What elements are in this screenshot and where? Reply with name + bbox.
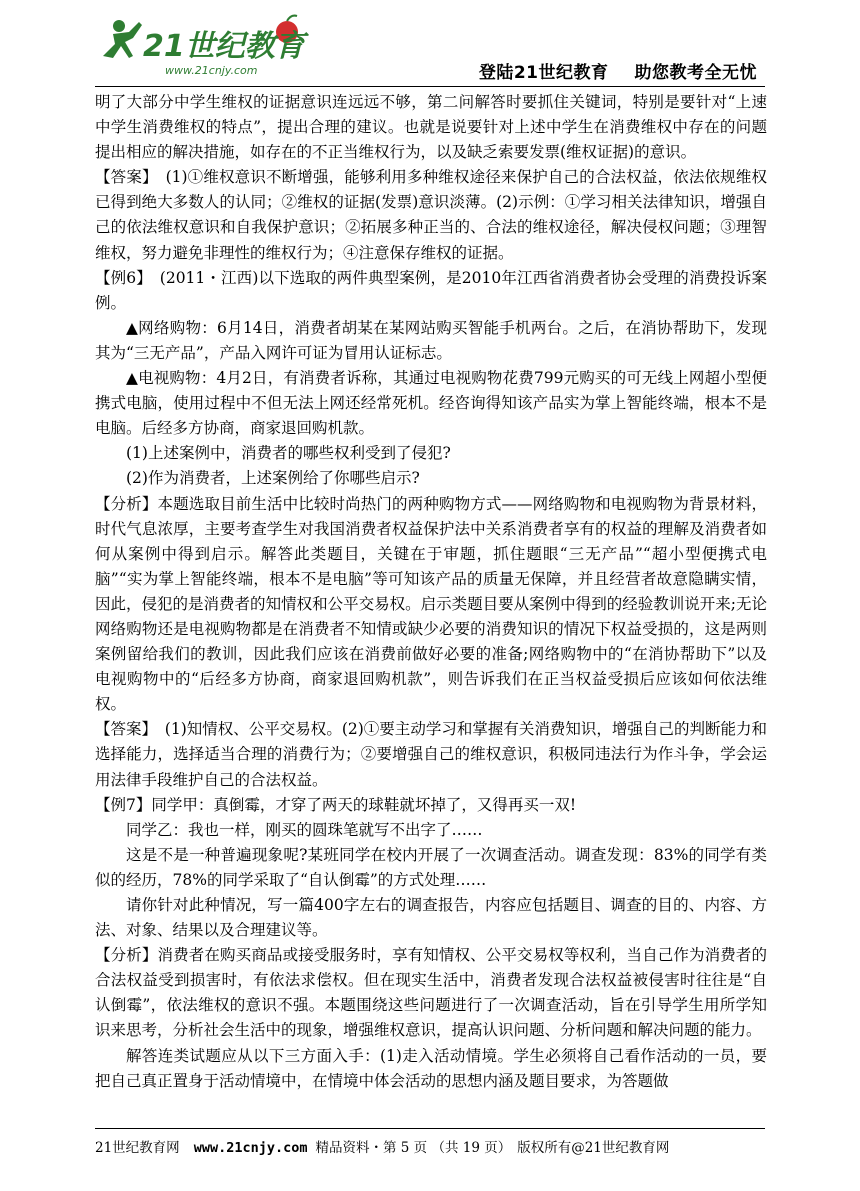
runner-icon	[103, 20, 142, 58]
paragraph: 【分析】消费者在购买商品或接受服务时，享有知情权、公平交易权等权利，当自己作为消费者的合法权益受到损害时，有依法求偿权。但在现实生活中，消费者发现合法权益被侵害时往往是“自认倒霉”，依法维权的意识不强。本题围绕这些问题进行了一次调查活动，旨在引导学生用所学知识来思考，分析社会生活中的现象，增强维权意识，提高认识问题、分析问题和解决问题的能力。	[95, 946, 767, 1040]
paragraph: 这是不是一种普遍现象呢?某班同学在校内开展了一次调查活动。调查发现：83%的同学有类似的经历，78%的同学采取了“自认倒霉”的方式处理……	[95, 845, 767, 889]
example-label: 【例6】	[95, 268, 145, 287]
svg-text:21世纪教育: 21世纪教育	[143, 29, 305, 64]
footer-divider	[95, 1128, 765, 1129]
answer-label: 【答案】	[95, 720, 150, 739]
site-logo	[95, 12, 335, 82]
analysis-label: 【分析】	[95, 494, 158, 513]
footer-url-link[interactable]: www.21cnjy.com	[193, 1140, 308, 1156]
paragraph: 【例7】同学甲：真倒霉，才穿了两天的球鞋就坏掉了，又得再买一双!	[95, 795, 577, 814]
paragraph: ▲电视购物：4月2日，有消费者诉称，其通过电视购物花费799元购买的可无线上网超小型便携式电脑，使用过程中不但无法上网还经常死机。经咨询得知该产品实为掌上智能终端，根本不是电脑。后经多方协商，商家退回购机款。	[95, 369, 767, 438]
document-body	[95, 90, 767, 1094]
paragraph: 【答案】 (1)①维权意识不断增强，能够利用多种维权途径来保护自己的合法权益，依法依规维权已得到绝大多数人的认同；②维权的证据(发票)意识淡薄。(2)示例：①学习相关法律知识，增强自己的依法维权意识和自我保护意识；②拓展多种正当的、合法的维权途径，解决侵权问题；③理智维权，努力避免非理性的维权行为；④注意保存维权的证据。	[95, 168, 767, 262]
slogan-right: 助您教考全无忧	[634, 63, 757, 83]
paragraph: 同学乙：我也一样，刚买的圆珠笔就写不出字了……	[126, 820, 483, 839]
page-header	[95, 8, 765, 86]
paragraph: 【例6】 (2011・江西)以下选取的两件典型案例，是2010年江西省消费者协会受理的消费投诉案例。	[95, 268, 767, 312]
paragraph: 请你针对此种情况，写一篇400字左右的调查报告，内容应包括题目、调查的目的、内容、方法、对象、结果以及合理建议等。	[95, 896, 767, 940]
footer-copyright: 版权所有@21世纪教育网	[517, 1140, 670, 1156]
header-slogan	[479, 58, 757, 83]
example-label: 【例7】	[95, 795, 152, 814]
slogan-left: 登陆21世纪教育	[478, 63, 609, 83]
paragraph: 【分析】本题选取目前生活中比较时尚热门的两种购物方式——网络购物和电视购物为背景材料，时代气息浓厚，主要考查学生对我国消费者权益保护法中关系消费者享有的权益的理解及消费者如何从案例中得到启示。解答此类题目，关键在于审题，抓住题眼“三无产品”“超小型便携式电脑”“实为掌上智能终端，根本不是电脑”等可知该产品的质量无保障，并且经营者故意隐瞒实情，因此，侵犯的是消费者的知情权和公平交易权。启示类题目要从案例中得到的经验教训说开来;无论网络购物还是电视购物都是在消费者不知情或缺少必要的消费知识的情况下权益受损的，这是两则案例留给我们的教训，因此我们应该在消费前做好必要的准备;网络购物中的“在消协帮助下”以及电视购物中的“后经多方协商，商家退回购机款”，则告诉我们在正当权益受损后应该如何依法维权。	[95, 494, 767, 714]
paragraph: 解答连类试题应从以下三方面入手：(1)走入活动情境。学生必须将自己看作活动的一员，要把自己真正置身于活动情境中，在情境中体会活动的思想内涵及题目要求，为答题做	[95, 1046, 767, 1090]
paragraph: ▲网络购物：6月14日，消费者胡某在某网站购买智能手机两台。之后，在消协帮助下，发现其为“三无产品”，产品入网许可证为冒用认证标志。	[95, 318, 767, 362]
question: (1)上述案例中，消费者的哪些权利受到了侵犯?	[126, 444, 451, 463]
paragraph: 【答案】 (1)知情权、公平交易权。(2)①要主动学习和掌握有关消费知识，增强自己的判断能力和选择能力，选择适当合理的消费行为；②要增强自己的维权意识，积极同违法行为作斗争，学会运用法律手段维护自己的合法权益。	[95, 720, 767, 789]
header-divider	[95, 86, 765, 87]
analysis-label: 【分析】	[95, 946, 158, 965]
paragraph: 明了大部分中学生维权的证据意识连远远不够，第二问解答时要抓住关键词，特别是要针对“上速中学生消费维权的特点”，提出合理的建议。也就是说要针对上述中学生在消费维权中存在的问题提出相应的解决措施，如存在的不正当维权行为，以及缺乏索要发票(维权证据)的意识。	[95, 93, 767, 162]
svg-text:www.21cnjy.com: www.21cnjy.com	[165, 64, 258, 77]
footer-site: 21世纪教育网	[95, 1140, 180, 1156]
page-footer	[95, 1136, 675, 1156]
answer-label: 【答案】	[95, 168, 150, 187]
footer-page-info: 精品资料・第 5 页 （共 19 页）	[315, 1140, 512, 1156]
question: (2)作为消费者，上述案例给了你哪些启示?	[126, 469, 420, 488]
